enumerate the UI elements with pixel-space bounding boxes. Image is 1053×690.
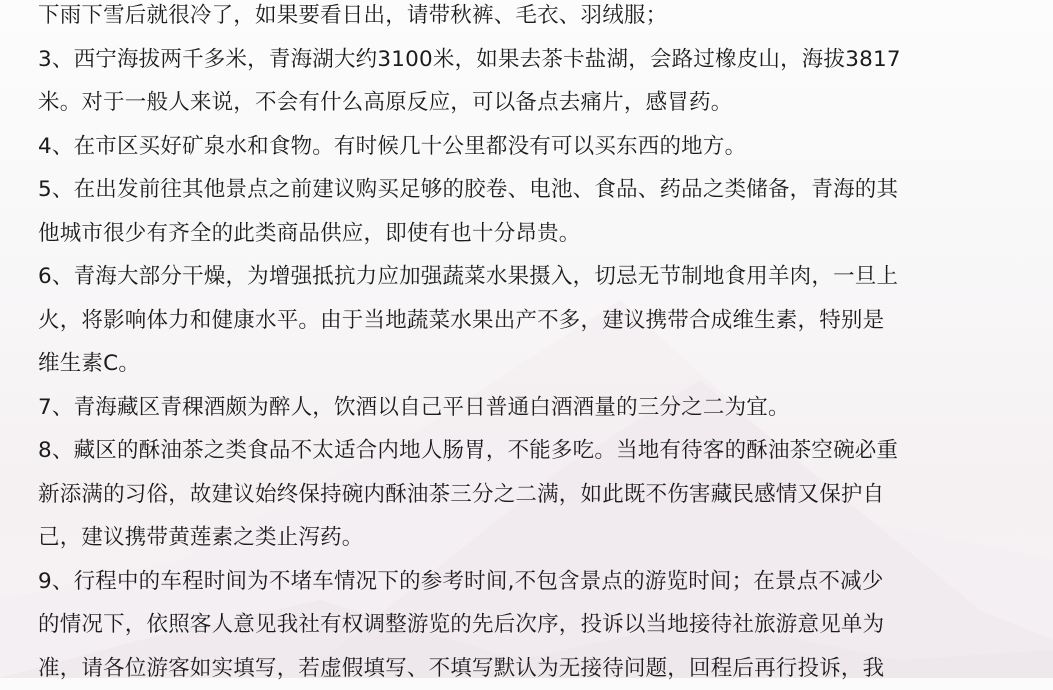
text-line: 9、行程中的车程时间为不堵车情况下的参考时间,不包含景点的游览时间；在景点不减少 <box>38 560 1013 604</box>
text-line: 3、西宁海拔两千多米，青海湖大约3100米，如果去茶卡盐湖，会路过橡皮山，海拔3817 <box>38 38 1013 82</box>
text-line: 准，请各位游客如实填写，若虚假填写、不填写默认为无接待问题，回程后再行投诉，我 <box>38 647 1013 690</box>
text-line: 下雨下雪后就很冷了，如果要看日出，请带秋裤、毛衣、羽绒服； <box>38 0 1013 38</box>
text-line: 他城市很少有齐全的此类商品供应，即使有也十分昂贵。 <box>38 212 1013 256</box>
text-line: 火，将影响体力和健康水平。由于当地蔬菜水果出产不多，建议携带合成维生素，特别是 <box>38 299 1013 343</box>
text-line: 8、藏区的酥油茶之类食品不太适合内地人肠胃，不能多吃。当地有待客的酥油茶空碗必重 <box>38 429 1013 473</box>
text-line: 5、在出发前往其他景点之前建议购买足够的胶卷、电池、食品、药品之类储备，青海的其 <box>38 168 1013 212</box>
text-line: 6、青海大部分干燥，为增强抵抗力应加强蔬菜水果摄入，切忌无节制地食用羊肉，一旦上 <box>38 255 1013 299</box>
text-line: 维生素C。 <box>38 342 1013 386</box>
text-line: 的情况下，依照客人意见我社有权调整游览的先后次序，投诉以当地接待社旅游意见单为 <box>38 603 1013 647</box>
travel-notes-text <box>38 0 1013 690</box>
text-line: 7、青海藏区青稞酒颇为醉人，饮酒以自己平日普通白酒酒量的三分之二为宜。 <box>38 386 1013 430</box>
text-line: 4、在市区买好矿泉水和食物。有时候几十公里都没有可以买东西的地方。 <box>38 125 1013 169</box>
text-line: 己，建议携带黄莲素之类止泻药。 <box>38 516 1013 560</box>
text-line: 米。对于一般人来说，不会有什么高原反应，可以备点去痛片，感冒药。 <box>38 81 1013 125</box>
text-line: 新添满的习俗，故建议始终保持碗内酥油茶三分之二满，如此既不伤害藏民感情又保护自 <box>38 473 1013 517</box>
